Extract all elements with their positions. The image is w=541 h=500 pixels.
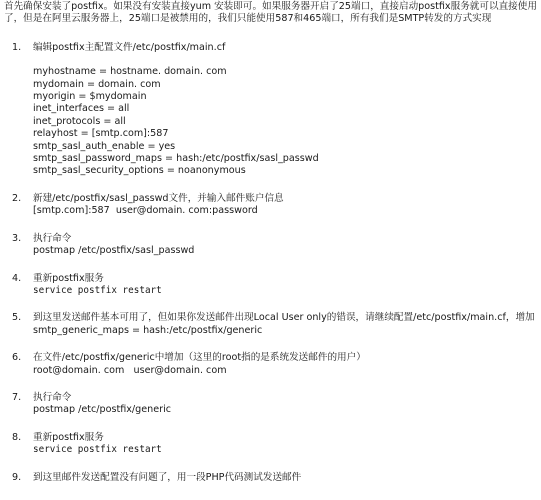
step-title: 执行命令: [33, 232, 72, 244]
step-5: [4, 312, 538, 337]
step-4: [4, 273, 538, 298]
step-title: 到这里发送邮件基本可用了，但如果你发送邮件出现Local User only的错误，请继续配置/etc/postfix/main.cf，增加: [33, 312, 535, 324]
step-title: 重新postfix服务: [33, 272, 104, 284]
step-8: [4, 432, 538, 457]
step-9: [4, 472, 538, 484]
step-title: 新建/etc/postfix/sasl_passwd文件，并输入邮件账户信息: [33, 192, 284, 204]
config-line-myhostname: myhostname = hostname. domain. com: [33, 66, 227, 78]
step-number: 5.: [12, 312, 22, 324]
config-line-sasl-auth-enable: smtp_sasl_auth_enable = yes: [33, 140, 176, 152]
command-line-postmap-sasl: postmap /etc/postfix/sasl_passwd: [33, 245, 195, 257]
config-line-myorigin: myorigin = $mydomain: [33, 91, 147, 103]
step-3: [4, 233, 538, 258]
config-line-generic-maps: smtp_generic_maps = hash:/etc/postfix/generic: [33, 324, 263, 336]
config-line-mydomain: mydomain = domain. com: [33, 78, 161, 90]
step-title: 执行命令: [33, 391, 72, 403]
config-line-relayhost: relayhost = [smtp.com]:587: [33, 128, 169, 140]
config-line-generic-entry: root@domain. com user@domain. com: [33, 364, 227, 376]
config-line-sasl-passwd-entry: [smtp.com]:587 user@domain. com:password: [33, 205, 258, 217]
command-line-restart: service postfix restart: [33, 444, 162, 456]
step-title: 到这里邮件发送配置没有问题了，用一段PHP代码测试发送邮件: [33, 471, 302, 483]
step-1: [4, 42, 538, 178]
step-6: [4, 352, 538, 377]
step-7: [4, 392, 538, 417]
config-line-inet-protocols: inet_protocols = all: [33, 115, 126, 127]
config-line-sasl-password-maps: smtp_sasl_password_maps = hash:/etc/postfix/sasl_passwd: [33, 153, 319, 165]
step-number: 2.: [12, 192, 22, 204]
command-line-restart: service postfix restart: [33, 284, 162, 296]
intro-paragraph: 首先确保安装了postfix。如果没有安装直接yum 安装即可。如果服务器开启了25端口，直接启动postfix服务就可以直接使用了，但是在阿里云服务器上，25端口是被禁用的，我们只能使用587和465端口，所有我们是SMTP转发的方式实现: [4, 1, 537, 25]
step-number: 1.: [12, 41, 22, 53]
command-line-postmap-generic: postmap /etc/postfix/generic: [33, 404, 172, 416]
config-line-inet-interfaces: inet_interfaces = all: [33, 103, 130, 115]
step-number: 4.: [12, 272, 22, 284]
step-number: 6.: [12, 352, 22, 364]
step-title: 重新postfix服务: [33, 431, 104, 443]
steps-list: [4, 42, 538, 484]
spacer: [33, 54, 538, 66]
step-title: 编辑postfix主配置文件/etc/postfix/main.cf: [33, 41, 226, 53]
config-line-sasl-security-options: smtp_sasl_security_options = noanonymous: [33, 165, 246, 177]
step-number: 3.: [12, 232, 22, 244]
step-number: 8.: [12, 431, 22, 443]
step-2: [4, 193, 538, 218]
step-number: 9.: [12, 471, 22, 483]
step-number: 7.: [12, 391, 22, 403]
step-title: 在文件/etc/postfix/generic中增加（这里的root指的是系统发送邮件的用户）: [33, 352, 366, 364]
